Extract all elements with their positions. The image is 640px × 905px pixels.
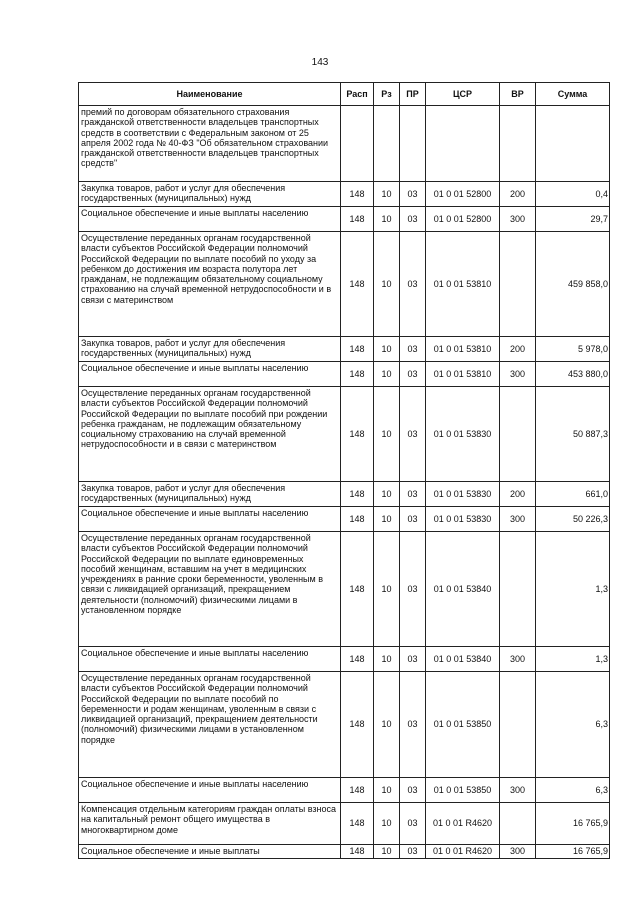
cell-sum: 29,7 bbox=[536, 207, 610, 232]
table-row bbox=[79, 482, 610, 507]
cell-rz: 10 bbox=[374, 803, 400, 845]
cell-rz: 10 bbox=[374, 207, 400, 232]
cell-rasp: 148 bbox=[341, 778, 374, 803]
cell-vr: 300 bbox=[500, 845, 536, 859]
cell-pr: 03 bbox=[400, 182, 426, 207]
header-csr: ЦСР bbox=[426, 83, 500, 106]
cell-sum: 50 226,3 bbox=[536, 507, 610, 532]
cell-rasp: 148 bbox=[341, 207, 374, 232]
cell-rasp: 148 bbox=[341, 232, 374, 337]
cell-sum bbox=[536, 106, 610, 182]
cell-sum: 661,0 bbox=[536, 482, 610, 507]
cell-pr: 03 bbox=[400, 387, 426, 482]
cell-vr bbox=[500, 532, 536, 647]
cell-sum: 0,4 bbox=[536, 182, 610, 207]
cell-pr: 03 bbox=[400, 845, 426, 859]
header-rasp: Расп bbox=[341, 83, 374, 106]
header-pr: ПР bbox=[400, 83, 426, 106]
cell-vr: 200 bbox=[500, 482, 536, 507]
cell-rasp bbox=[341, 106, 374, 182]
cell-rz: 10 bbox=[374, 482, 400, 507]
cell-rasp: 148 bbox=[341, 845, 374, 859]
cell-csr: 01 0 01 R4620 bbox=[426, 845, 500, 859]
cell-sum: 5 978,0 bbox=[536, 337, 610, 362]
cell-csr: 01 0 01 53830 bbox=[426, 387, 500, 482]
cell-pr: 03 bbox=[400, 647, 426, 672]
cell-name: Закупка товаров, работ и услуг для обеспечения государственных (муниципальных) нужд bbox=[79, 182, 341, 207]
cell-sum: 6,3 bbox=[536, 672, 610, 778]
table-row bbox=[79, 803, 610, 845]
cell-vr: 300 bbox=[500, 362, 536, 387]
table-row bbox=[79, 647, 610, 672]
cell-rasp: 148 bbox=[341, 672, 374, 778]
cell-vr: 300 bbox=[500, 778, 536, 803]
cell-csr: 01 0 01 R4620 bbox=[426, 803, 500, 845]
cell-pr: 03 bbox=[400, 207, 426, 232]
cell-rasp: 148 bbox=[341, 387, 374, 482]
cell-rasp: 148 bbox=[341, 532, 374, 647]
cell-rz: 10 bbox=[374, 387, 400, 482]
cell-csr: 01 0 01 53840 bbox=[426, 647, 500, 672]
cell-csr: 01 0 01 53830 bbox=[426, 507, 500, 532]
cell-vr: 200 bbox=[500, 182, 536, 207]
cell-rz: 10 bbox=[374, 672, 400, 778]
cell-sum: 16 765,9 bbox=[536, 845, 610, 859]
header-vr: ВР bbox=[500, 83, 536, 106]
cell-name: Осуществление переданных органам государственной власти субъектов Российской Федерации полномочий Российской Федерации по выплате пособий при рождении ребенка гражданам, не подлежащим обязательному социальному страхованию на случай временной нетрудоспособности и в связи с материнством bbox=[79, 387, 341, 482]
table-row bbox=[79, 182, 610, 207]
cell-name: Социальное обеспечение и иные выплаты населению bbox=[79, 362, 341, 387]
cell-rz bbox=[374, 106, 400, 182]
cell-pr: 03 bbox=[400, 362, 426, 387]
cell-rz: 10 bbox=[374, 362, 400, 387]
cell-vr bbox=[500, 232, 536, 337]
cell-rasp: 148 bbox=[341, 647, 374, 672]
cell-rz: 10 bbox=[374, 845, 400, 859]
cell-name: Осуществление переданных органам государственной власти субъектов Российской Федерации полномочий Российской Федерации по выплате пособий по уходу за ребенком до достижения им возраста полутора лет гражданам, не подлежащим обязательному социальному страхованию на случай временной нетрудоспособности и в связи с материнством bbox=[79, 232, 341, 337]
cell-name: Социальное обеспечение и иные выплаты населению bbox=[79, 507, 341, 532]
table-row bbox=[79, 337, 610, 362]
cell-pr: 03 bbox=[400, 803, 426, 845]
cell-rz: 10 bbox=[374, 647, 400, 672]
cell-pr: 03 bbox=[400, 337, 426, 362]
page-number: 143 bbox=[311, 57, 329, 68]
cell-csr: 01 0 01 53850 bbox=[426, 778, 500, 803]
cell-name: Компенсация отдельным категориям граждан оплаты взноса на капитальный ремонт общего имущества в многоквартирном доме bbox=[79, 803, 341, 845]
table-row bbox=[79, 232, 610, 337]
header-name: Наименование bbox=[79, 83, 341, 106]
header-sum: Сумма bbox=[536, 83, 610, 106]
cell-pr: 03 bbox=[400, 672, 426, 778]
cell-vr: 200 bbox=[500, 337, 536, 362]
cell-sum: 16 765,9 bbox=[536, 803, 610, 845]
cell-rz: 10 bbox=[374, 232, 400, 337]
cell-name: Социальное обеспечение и иные выплаты bbox=[79, 845, 341, 859]
cell-sum: 50 887,3 bbox=[536, 387, 610, 482]
cell-pr bbox=[400, 106, 426, 182]
cell-name: Закупка товаров, работ и услуг для обеспечения государственных (муниципальных) нужд bbox=[79, 337, 341, 362]
cell-vr bbox=[500, 803, 536, 845]
cell-vr: 300 bbox=[500, 647, 536, 672]
cell-sum: 459 858,0 bbox=[536, 232, 610, 337]
cell-csr: 01 0 01 52800 bbox=[426, 207, 500, 232]
table-row bbox=[79, 207, 610, 232]
cell-name: Осуществление переданных органам государственной власти субъектов Российской Федерации полномочий Российской Федерации по выплате пособий по беременности и родам женщинам, уволенным в связи с ликвидацией организаций, прекращением деятельности (полномочий) физическими лицами в установленном порядке bbox=[79, 672, 341, 778]
cell-sum: 6,3 bbox=[536, 778, 610, 803]
table-row bbox=[79, 778, 610, 803]
cell-csr bbox=[426, 106, 500, 182]
cell-pr: 03 bbox=[400, 778, 426, 803]
cell-sum: 453 880,0 bbox=[536, 362, 610, 387]
cell-rz: 10 bbox=[374, 507, 400, 532]
cell-rasp: 148 bbox=[341, 482, 374, 507]
cell-name: Социальное обеспечение и иные выплаты населению bbox=[79, 647, 341, 672]
cell-vr bbox=[500, 672, 536, 778]
cell-vr bbox=[500, 387, 536, 482]
cell-vr: 300 bbox=[500, 207, 536, 232]
cell-csr: 01 0 01 53850 bbox=[426, 672, 500, 778]
cell-vr: 300 bbox=[500, 507, 536, 532]
cell-csr: 01 0 01 53810 bbox=[426, 232, 500, 337]
cell-name: Закупка товаров, работ и услуг для обеспечения государственных (муниципальных) нужд bbox=[79, 482, 341, 507]
cell-rasp: 148 bbox=[341, 507, 374, 532]
cell-rz: 10 bbox=[374, 532, 400, 647]
cell-pr: 03 bbox=[400, 482, 426, 507]
cell-rasp: 148 bbox=[341, 803, 374, 845]
cell-pr: 03 bbox=[400, 507, 426, 532]
cell-csr: 01 0 01 53840 bbox=[426, 532, 500, 647]
cell-rz: 10 bbox=[374, 337, 400, 362]
table-row bbox=[79, 106, 610, 182]
cell-vr bbox=[500, 106, 536, 182]
cell-csr: 01 0 01 52800 bbox=[426, 182, 500, 207]
table-row bbox=[79, 672, 610, 778]
cell-name: Осуществление переданных органам государственной власти субъектов Российской Федерации полномочий Российской Федерации по выплате единовременных пособий женщинам, вставшим на учет в медицинских учреждениях в ранние сроки беременности, уволенным в связи с ликвидацией организаций, прекращением деятельности (полномочий) физическими лицами в установленном порядке bbox=[79, 532, 341, 647]
table-row bbox=[79, 845, 610, 859]
cell-csr: 01 0 01 53810 bbox=[426, 337, 500, 362]
table-row bbox=[79, 362, 610, 387]
cell-pr: 03 bbox=[400, 232, 426, 337]
budget-table bbox=[78, 82, 610, 859]
cell-rasp: 148 bbox=[341, 362, 374, 387]
cell-sum: 1,3 bbox=[536, 647, 610, 672]
cell-csr: 01 0 01 53830 bbox=[426, 482, 500, 507]
cell-rz: 10 bbox=[374, 778, 400, 803]
table-row bbox=[79, 387, 610, 482]
cell-rz: 10 bbox=[374, 182, 400, 207]
table-row bbox=[79, 507, 610, 532]
cell-name: Социальное обеспечение и иные выплаты населению bbox=[79, 778, 341, 803]
table-row bbox=[79, 532, 610, 647]
cell-pr: 03 bbox=[400, 532, 426, 647]
cell-rasp: 148 bbox=[341, 337, 374, 362]
cell-sum: 1,3 bbox=[536, 532, 610, 647]
cell-rasp: 148 bbox=[341, 182, 374, 207]
cell-name: Социальное обеспечение и иные выплаты населению bbox=[79, 207, 341, 232]
header-rz: Рз bbox=[374, 83, 400, 106]
table-header-row bbox=[79, 83, 610, 106]
cell-csr: 01 0 01 53810 bbox=[426, 362, 500, 387]
cell-name: премий по договорам обязательного страхования гражданской ответственности владельцев транспортных средств в соответствии с Федеральным законом от 25 апреля 2002 года № 40-ФЗ "Об обязательном страховании гражданской ответственности владельцев транспортных средств" bbox=[79, 106, 341, 182]
